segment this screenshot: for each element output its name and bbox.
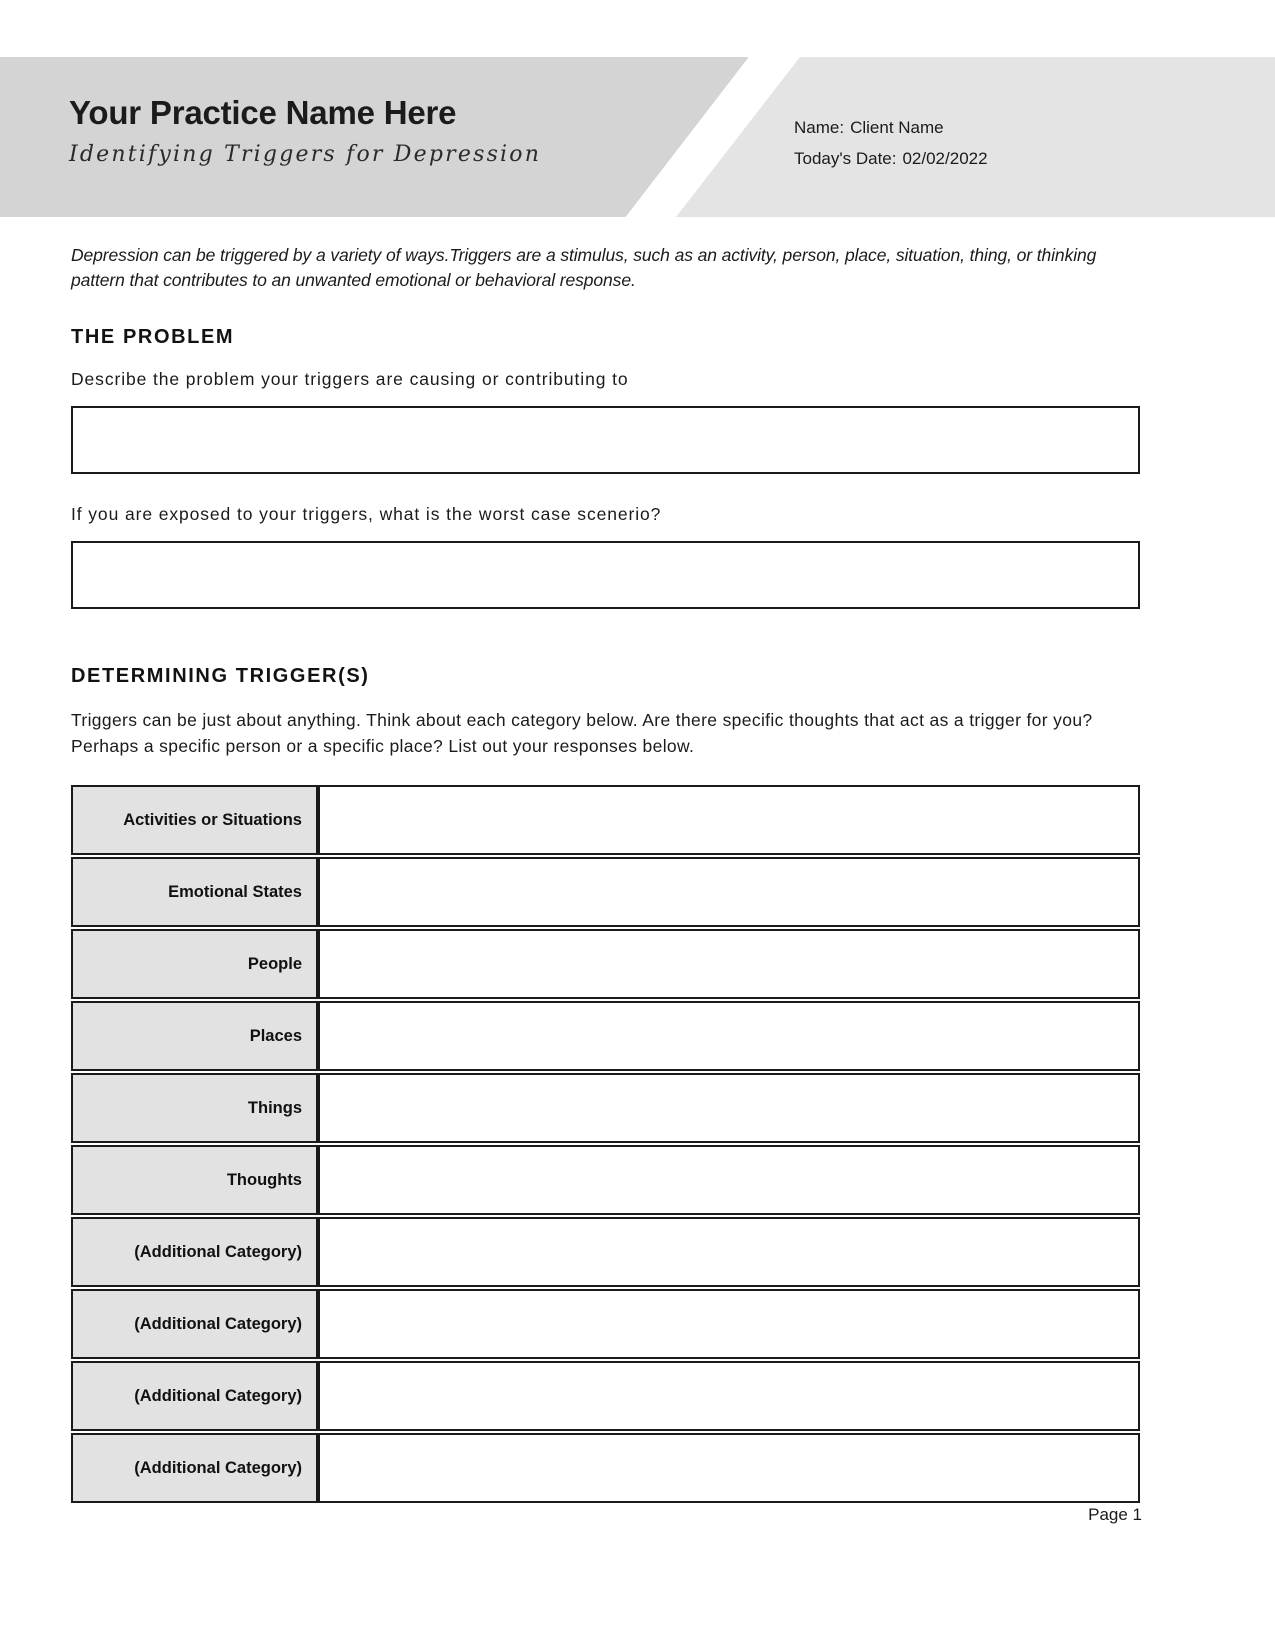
client-name-row [794, 112, 988, 143]
response-field-additional-3[interactable] [318, 1361, 1140, 1431]
table-row [71, 1361, 1140, 1431]
response-field-additional-4[interactable] [318, 1433, 1140, 1503]
category-label-emotional-states: Emotional States [71, 857, 318, 927]
response-field-additional-1[interactable] [318, 1217, 1140, 1287]
section-heading-determining-triggers: DETERMINING TRIGGER(S) [71, 664, 370, 687]
response-field-places[interactable] [318, 1001, 1140, 1071]
page-footer [0, 1505, 1275, 1525]
todays-date-value[interactable]: 02/02/2022 [902, 149, 988, 168]
response-field-people[interactable] [318, 929, 1140, 999]
table-row [71, 1001, 1140, 1071]
category-label-places: Places [71, 1001, 318, 1071]
problem-answer-box-2[interactable] [71, 541, 1140, 609]
client-name-label: Name: [794, 118, 845, 137]
worksheet-title: Identifying Triggers for Depression [69, 142, 542, 168]
header-title-group [69, 95, 541, 167]
category-label-additional-4[interactable]: (Additional Category) [71, 1433, 318, 1503]
response-field-emotional-states[interactable] [318, 857, 1140, 927]
category-label-additional-1[interactable]: (Additional Category) [71, 1217, 318, 1287]
trigger-category-table [71, 783, 1140, 1505]
client-name-value[interactable]: Client Name [850, 118, 944, 137]
table-row [71, 785, 1140, 855]
category-label-thoughts: Thoughts [71, 1145, 318, 1215]
table-row [71, 1289, 1140, 1359]
intro-paragraph: Depression can be triggered by a variety of ways.Triggers are a stimulus, such as an activity, person, place, situation, thing, or thinking pattern that contributes to an unwanted emotional or behavioral response. [71, 245, 1097, 291]
category-label-activities-or-situations: Activities or Situations [71, 785, 318, 855]
table-row [71, 1433, 1140, 1503]
page-number-label: Page 1 [1088, 1505, 1142, 1524]
category-label-people: People [71, 929, 318, 999]
response-field-thoughts[interactable] [318, 1145, 1140, 1215]
category-label-additional-3[interactable]: (Additional Category) [71, 1361, 318, 1431]
table-row [71, 1073, 1140, 1143]
table-row [71, 1145, 1140, 1215]
table-row [71, 857, 1140, 927]
client-meta-group [794, 112, 988, 174]
table-row [71, 1217, 1140, 1287]
response-field-activities-or-situations[interactable] [318, 785, 1140, 855]
response-field-things[interactable] [318, 1073, 1140, 1143]
problem-prompt-1: Describe the problem your triggers are causing or contributing to [71, 368, 629, 389]
worksheet-content [71, 243, 1140, 1505]
problem-answer-box-1[interactable] [71, 406, 1140, 474]
response-field-additional-2[interactable] [318, 1289, 1140, 1359]
page-header [0, 57, 1275, 217]
todays-date-row [794, 143, 988, 174]
table-row [71, 929, 1140, 999]
section-heading-the-problem: THE PROBLEM [71, 325, 235, 348]
todays-date-label: Today's Date: [794, 149, 897, 168]
problem-prompt-2: If you are exposed to your triggers, what is the worst case scenerio? [71, 503, 662, 524]
practice-name: Your Practice Name Here [69, 94, 457, 131]
trigger-table-body [71, 785, 1140, 1503]
category-label-things: Things [71, 1073, 318, 1143]
category-label-additional-2[interactable]: (Additional Category) [71, 1289, 318, 1359]
triggers-instruction-paragraph: Triggers can be just about anything. Think about each category below. Are there specific thoughts that act as a trigger for you? Perhaps a specific person or a specific place? List out your responses below. [71, 709, 1093, 756]
